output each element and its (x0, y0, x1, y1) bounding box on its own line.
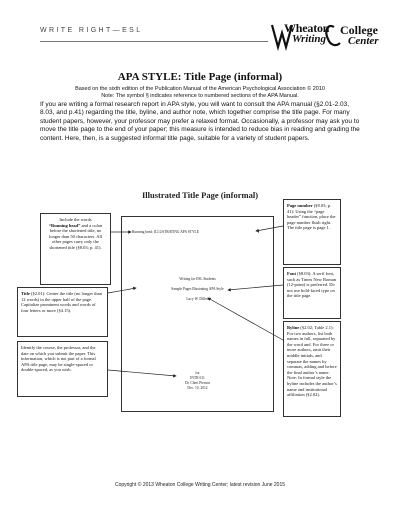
arrow-title (108, 288, 136, 293)
callout-page-number-text: (§8.03; p. 41): Using the “page header” function, place the page number flush right. The title page is page 1. (287, 203, 336, 231)
callout-running-head-bold: “Running head” (48, 222, 81, 228)
callout-title-bold: Title (21, 291, 30, 296)
page-title: APA STYLE: Title Page (informal) (117, 71, 283, 83)
sample-course-for: for (195, 371, 200, 375)
sample-course-name: INTR 611 (190, 376, 205, 380)
callout-running-head-line1: Include the words (59, 217, 92, 222)
logo-word-writing: Writing (292, 33, 327, 45)
callout-font-text: (§8.03): A serif font, such as Times New Roman (12-point) is preferred. Do not use bold-faced type on the title page. (287, 271, 337, 299)
arrow-font (228, 285, 283, 290)
subtitle-line-1: Based on the sixth edition of the Publication Manual of the American Psychological Association © 2010 (75, 86, 325, 92)
sample-course-date: Dec. 10, 2012 (187, 386, 208, 390)
sample-line-writing-for: Writing for ESL Students (179, 277, 216, 281)
footer-copyright: Copyright © 2013 Wheaton College Writing Center; latest revision June 2015 (114, 482, 286, 488)
sample-line-author: Lucy W. Dillon (186, 297, 209, 301)
callout-byline-bold: Byline (287, 325, 300, 330)
arrow-page-number (256, 226, 283, 231)
callout-byline-text: (§2.02; Table 2.1): For two authors, list both names in full, separated by the word and. For three or more authors, omit their middle initials, and separate the names by commas, adding and before the final author’s name. Note: In formal style the byline includes the author’s name and institutional affiliation (§2.02). (287, 325, 337, 398)
sample-course-prof: Dr. Cheri Pierson (184, 381, 211, 385)
illustrated-title: Illustrated Title Page (informal) (141, 190, 259, 200)
header-left-label: WRITE RIGHT—ESL (40, 27, 143, 34)
subtitle-line-2: Note: The symbol § indicates reference to numbered sections of the APA Manual. (101, 93, 299, 99)
callout-font-bold: Font (287, 271, 296, 276)
logo-word-wheaton: Wheaton (284, 21, 330, 35)
callout-title-text: (§2.01): Center the title (no longer than 12 words) in the upper half of the page. Capitalize prominent words and words of four letters or more (§4.15). (21, 291, 102, 313)
callout-page-number-bold: Page number (287, 203, 313, 208)
arrow-course (108, 370, 176, 376)
sample-page-number: 1 (257, 230, 259, 234)
callout-running-head-text: and a colon before the shortened title, no longer than 50 characters. All other pages carry only the shortened title (§8.03; p. 41). (48, 222, 103, 250)
logo-word-college: College (340, 23, 378, 37)
arrow-byline (208, 298, 283, 340)
callout-course-text: Identify the course, the professor, and the date on which you submit the paper. This information, which is not part of a formal APA title page, may be single-spaced or double-spaced, as you wish. (21, 345, 96, 373)
sample-running-head: Running head: ILLUSTRATING APA STYLE (132, 230, 199, 234)
sample-line-title: Sample Pages Illustrating APA Style (171, 287, 224, 291)
intro-paragraph: If you are writing a formal research report in APA style, you will want to consult the APA manual (§2.01-2.03, 8.03, and p.41) regarding the title, byline, and author note, which together comprise the title page. For many student papers, however, your professor may prefer a relaxed format. Occasionally, a professor may ask you to move the title page to the end of your paper; this measure is intended to reduce bias in reading and grading the content. Here, then, is a suggested informal title page, suitable for a variety of student papers. (40, 101, 360, 142)
logo-word-center: Center (348, 35, 379, 47)
